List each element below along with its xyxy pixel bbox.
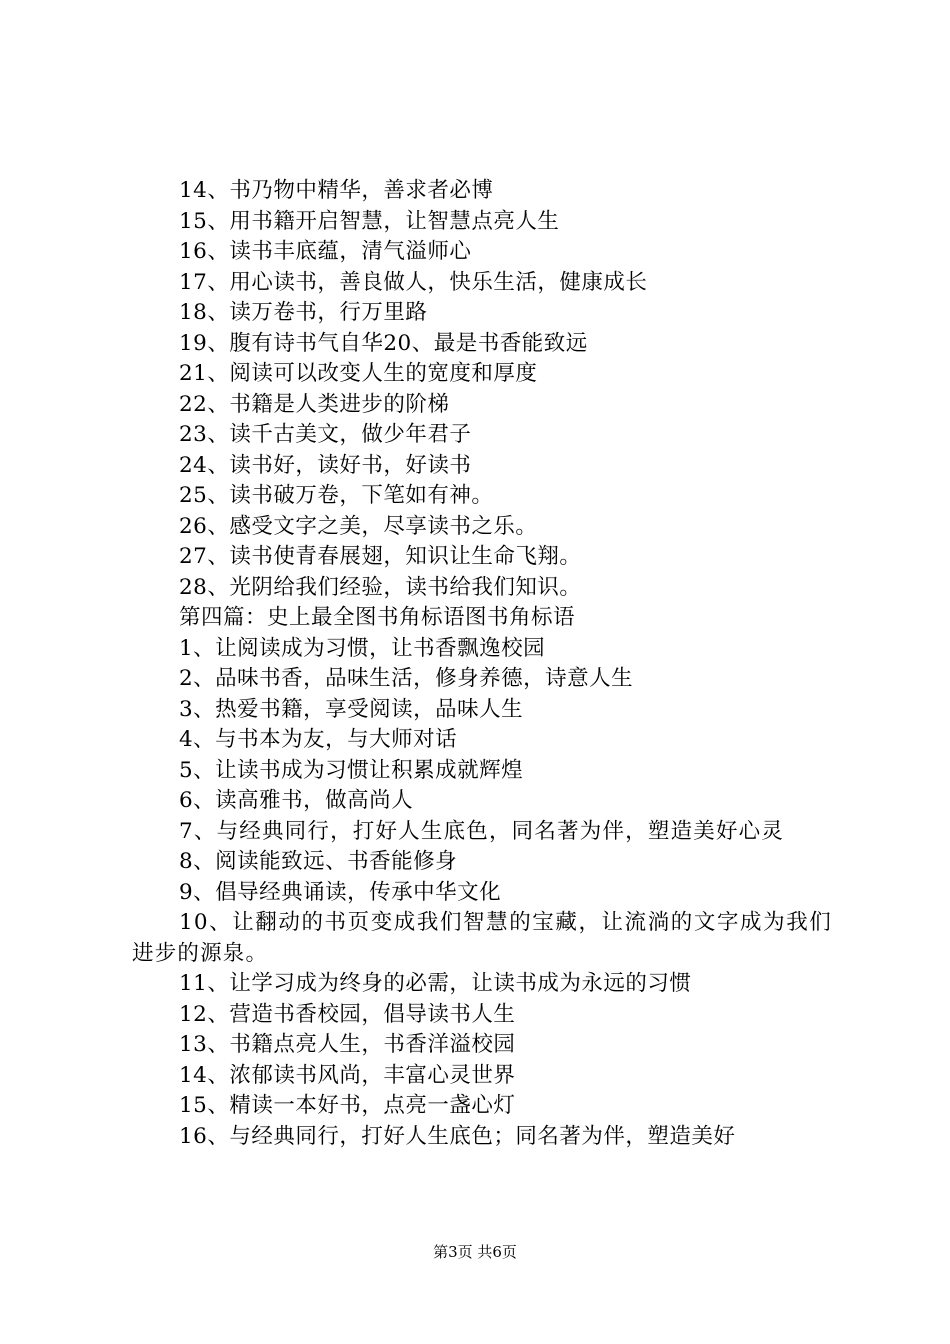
page-footer: 第3页 共6页 [433,1243,517,1261]
text-line: 8、阅读能致远、书香能修身 [179,849,458,874]
text-line: 21、阅读可以改变人生的宽度和厚度 [179,361,538,386]
text-line: 1、让阅读成为习惯，让书香飘逸校园 [179,635,546,661]
text-line: 23、读千古美文，做少年君子 [179,422,472,447]
section-heading: 第四篇：史上最全图书角标语图书角标语 [179,605,576,630]
text-line: 16、读书丰底蕴，清气溢师心 [179,239,472,264]
text-line: 15、精读一本好书，点亮一盏心灯 [179,1093,516,1118]
text-line: 14、浓郁读书风尚，丰富心灵世界 [179,1062,516,1088]
text-line: 28、光阴给我们经验，读书给我们知识。 [179,574,582,600]
text-line: 26、感受文字之美，尽享读书之乐。 [179,513,538,539]
text-line: 17、用心读书，善良做人，快乐生活，健康成长 [179,269,648,295]
text-line: 12、营造书香校园，倡导读书人生 [179,1001,516,1027]
text-line: 6、读高雅书，做高尚人 [179,788,414,813]
text-line: 2、品味书香，品味生活，修身养德，诗意人生 [179,666,634,691]
text-line: 5、让读书成为习惯让积累成就辉煌 [179,757,524,783]
text-line: 16、与经典同行，打好人生底色；同名著为伴，塑造美好 [179,1123,736,1149]
document-body [132,176,832,1152]
text-line: 9、倡导经典诵读，传承中华文化 [179,879,502,905]
text-line: 19、腹有诗书气自华20、最是书香能致远 [179,330,588,356]
text-paragraph: 10、让翻动的书页变成我们智慧的宝藏，让流淌的文字成为我们进步的源泉。 [132,910,832,966]
text-line: 14、书乃物中精华，善求者必博 [179,178,494,203]
text-paragraph: 7、与经典同行，打好人生底色，同名著为伴，塑造美好心灵 [179,818,785,844]
text-line: 22、书籍是人类进步的阶梯 [179,391,450,417]
text-line: 18、读万卷书，行万里路 [179,300,428,325]
text-line: 3、热爱书籍，享受阅读，品味人生 [179,696,524,722]
text-line: 15、用书籍开启智慧，让智慧点亮人生 [179,208,560,234]
text-line: 11、让学习成为终身的必需，让读书成为永远的习惯 [179,971,692,996]
text-line: 25、读书破万卷，下笔如有神。 [179,483,494,508]
text-line: 27、读书使青春展翅，知识让生命飞翔。 [179,544,582,569]
text-line: 4、与书本为友，与大师对话 [179,727,458,752]
text-line: 13、书籍点亮人生，书香洋溢校园 [179,1032,516,1057]
text-line: 24、读书好，读好书，好读书 [179,452,472,478]
